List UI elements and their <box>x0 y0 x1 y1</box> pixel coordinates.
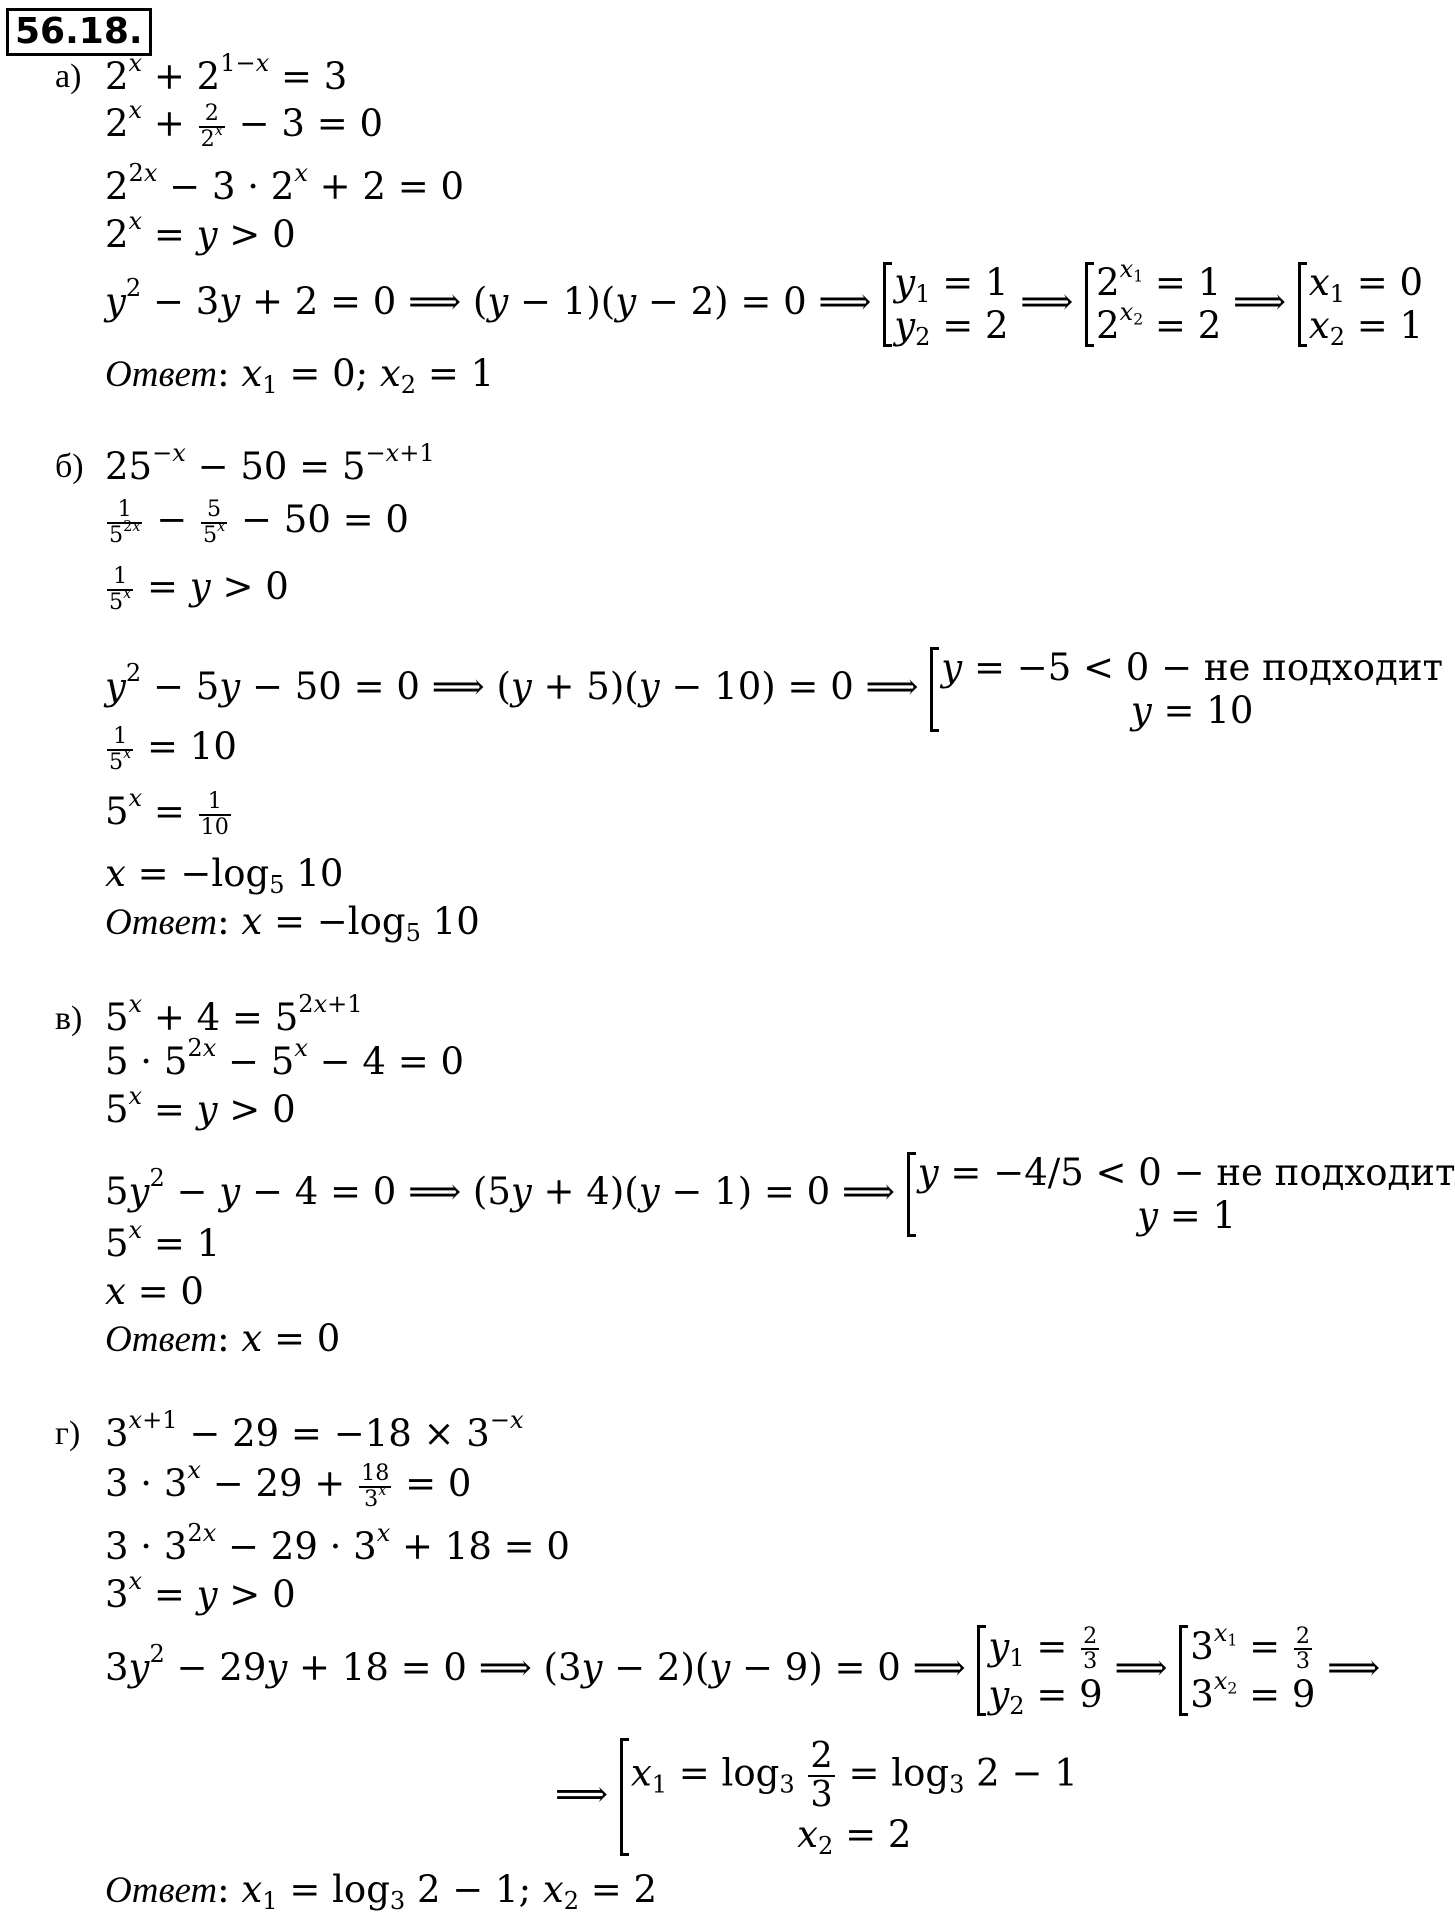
part-b-line-1: $25^{-x} - 50 = 5^{-x+1}$ <box>105 438 435 488</box>
part-g-line-2: $3 \cdot 3^x - 29$ + $\frac{18}{3^x}$ = 0 <box>105 1455 472 1512</box>
answer-word: Ответ <box>105 902 218 943</box>
part-v-line-4: $5y^2 - y - 4 = 0$ ⟹ (5y + 4)(y − 1) = 0 ⟹ y = −4/5 < 0 − не подходит y = 1 <box>105 1151 1455 1237</box>
part-a-answer: Ответ: $x_1 = 0$; $x_2 = 1$ <box>105 352 495 400</box>
part-v-line-3: $5^x = y > 0$ <box>105 1081 296 1131</box>
part-b-label: б) <box>55 448 84 485</box>
part-b-answer: Ответ: $x = -\log_5$ 10 <box>105 900 480 948</box>
part-b-line-4: $y^2 - 5y - 50 = 0$ ⟹ (y + 5)(y − 10) = 0 ⟹ y = −5 < 0 − не подходит y = 10 <box>105 646 1443 732</box>
part-v-line-1: $5^x + 4 = 5^{2x+1}$ <box>105 989 363 1039</box>
part-b-line-2: $\frac{1}{5^{2x}}$ − $\frac{5}{5^x}$ − 50 = 0 <box>109 496 409 548</box>
part-g-line-5: $3y^2 - 29y + 18 = 0$ ⟹ (3y − 2)(y − 9) = 0 ⟹ $y_1$ = $\frac{2}{3}$ $y_2 = 9$ ⟹ $3^{x_1}$ = $\frac{2}{3}$ $3^{x_2} = 9$ ⟹ <box>105 1618 1381 1720</box>
part-b-line-5: $\frac{1}{5^x}$ = 10 <box>109 723 237 775</box>
part-g-answer: Ответ: $x_1 = \log_3 2 - 1$; $x_2 = 2$ <box>105 1868 658 1916</box>
problem-number: 56.18. <box>6 8 152 56</box>
part-g-line-4: $3^x = y > 0$ <box>105 1566 296 1616</box>
answer-word: Ответ <box>105 1870 218 1911</box>
part-a-line-4: $2^x = y > 0$ <box>105 206 296 256</box>
part-a-label: а) <box>55 58 82 95</box>
answer-word: Ответ <box>105 1319 218 1360</box>
part-v-line-6: x = 0 <box>105 1270 204 1313</box>
part-a-line-3: $2^{2x} - 3 \cdot 2^x + 2 = 0$ <box>105 158 465 208</box>
part-g-line-1: $3^{x+1} - 29 = -18 \times 3^{-x}$ <box>105 1405 524 1455</box>
part-g-label: г) <box>55 1415 81 1452</box>
part-g-line-6: ⟹ $x_1 = \log_3$ $\frac{2}{3}$ = $\log_3 2 - 1$ $x_2 = 2$ <box>555 1735 1078 1861</box>
part-a-line-2: $2^x$ + $\frac{2}{2^x}$ − 3 = 0 <box>105 95 384 152</box>
part-v-line-2: $5 \cdot 5^{2x} - 5^x - 4 = 0$ <box>105 1033 465 1083</box>
reject-note: не подходит <box>1203 646 1443 689</box>
part-g-line-3: $3 \cdot 3^{2x} - 29 \cdot 3^x + 18 = 0$ <box>105 1518 570 1568</box>
part-b-line-6: $5^x$ = $\frac{1}{10}$ <box>105 783 229 840</box>
part-b-line-3: $\frac{1}{5^x}$ = y > 0 <box>109 563 289 615</box>
part-b-line-7: $x = -\log_5$ 10 <box>105 852 344 900</box>
part-v-label: в) <box>55 1000 83 1037</box>
reject-note: не подходит <box>1216 1151 1455 1194</box>
answer-word: Ответ <box>105 354 218 395</box>
part-a-line-5: $y^2 - 3y + 2 = 0$ ⟹ (y − 1)(y − 2) = 0 ⟹ $y_1 = 1$ $y_2 = 2$ ⟹ $2^{x_1} = 1$ $2^{x_2} = 2$ ⟹ $x_1 = 0$ $x_2 = 1$ <box>105 254 1424 351</box>
part-v-line-5: $5^x = 1$ <box>105 1215 221 1265</box>
part-a-line-1: $2^x + 2^{1-x} = 3$ <box>105 48 348 98</box>
part-v-answer: Ответ: x = 0 <box>105 1317 341 1360</box>
